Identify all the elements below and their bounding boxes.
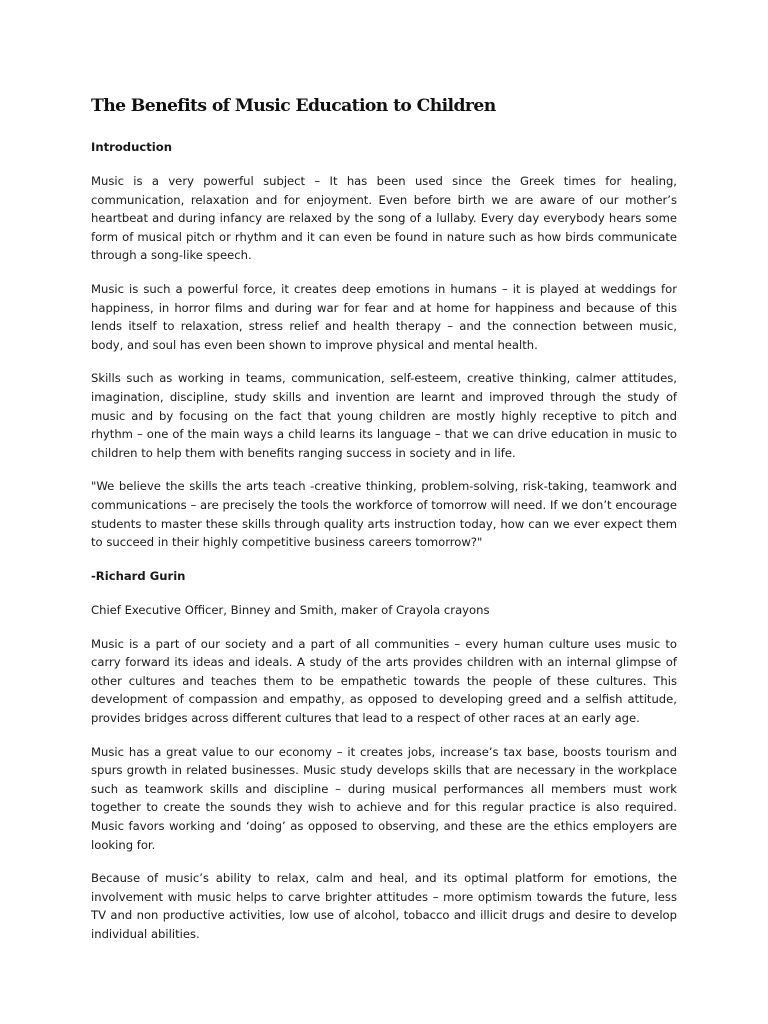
paragraph-6: Because of music’s ability to relax, calm and heal, and its optimal platform for emotions, the involvement with music helps to carve brighter attitudes – more optimism towards the future, less TV and non productive activities, low use of alcohol, tobacco and illicit drugs and desire to develop individual abilities.: [91, 871, 677, 941]
author-title: Chief Executive Officer, Binney and Smith, maker of Crayola crayons: [91, 602, 490, 617]
document-content: [91, 94, 677, 959]
paragraph-4: Music is a part of our society and a part of all communities – every human culture uses music to carry forward its ideas and ideals. A study of the arts provides children with an internal glimpse of other cultures and teaches them to be empathetic towards the people of these cultures. This development of compassion and empathy, as opposed to developing greed and a selfish attitude, provides bridges across different cultures that lead to a respect of other races at an early age.: [91, 636, 677, 726]
paragraph-5: Music has a great value to our economy – it creates jobs, increase’s tax base, boosts tourism and spurs growth in related businesses. Music study develops skills that are necessary in the workplace such as teamwork skills and discipline – during musical performances all members must work together to create the sounds they wish to achieve and for this regular practice is also required. Music favors working and ‘doing’ as opposed to observing, and these are the ethics employers are looking for.: [91, 744, 677, 852]
page-title: The Benefits of Music Education to Children: [91, 96, 496, 116]
paragraph-1: Music is a very powerful subject – It has been used since the Greek times for healing, communication, relaxation and for enjoyment. Even before birth we are aware of our mother’s heartbeat and during infancy are relaxed by the song of a lullaby. Every day everybody hears some form of musical pitch or rhythm and it can even be found in nature such as how birds communicate through a song-like speech.: [91, 174, 677, 263]
section-heading-introduction: Introduction: [91, 140, 172, 154]
paragraph-3: Skills such as working in teams, communication, self-esteem, creative thinking, calmer attitudes, imagination, discipline, study skills and invention are learnt and improved through the study of music and by focusing on the fact that young children are mostly highly receptive to pitch and rhythm – one of the main ways a child learns its language – that we can drive education in music to children to help them with benefits ranging success in society and in life.: [91, 371, 677, 460]
paragraph-2: Music is such a powerful force, it creates deep emotions in humans – it is played at weddings for happiness, in horror films and during war for fear and at home for happiness and because of this lends itself to relaxation, stress relief and health therapy – and the connection between music, body, and soul has even been shown to improve physical and mental health.: [91, 281, 677, 352]
quote-paragraph: "We believe the skills the arts teach -creative thinking, problem-solving, risk-taking, teamwork and communications – are precisely the tools the workforce of tomorrow will need. If we don’t encourage students to master these skills through quality arts instruction today, how can we ever expect them to succeed in their highly competitive business careers tomorrow?": [91, 479, 677, 550]
quote-author: -Richard Gurin: [91, 568, 186, 583]
